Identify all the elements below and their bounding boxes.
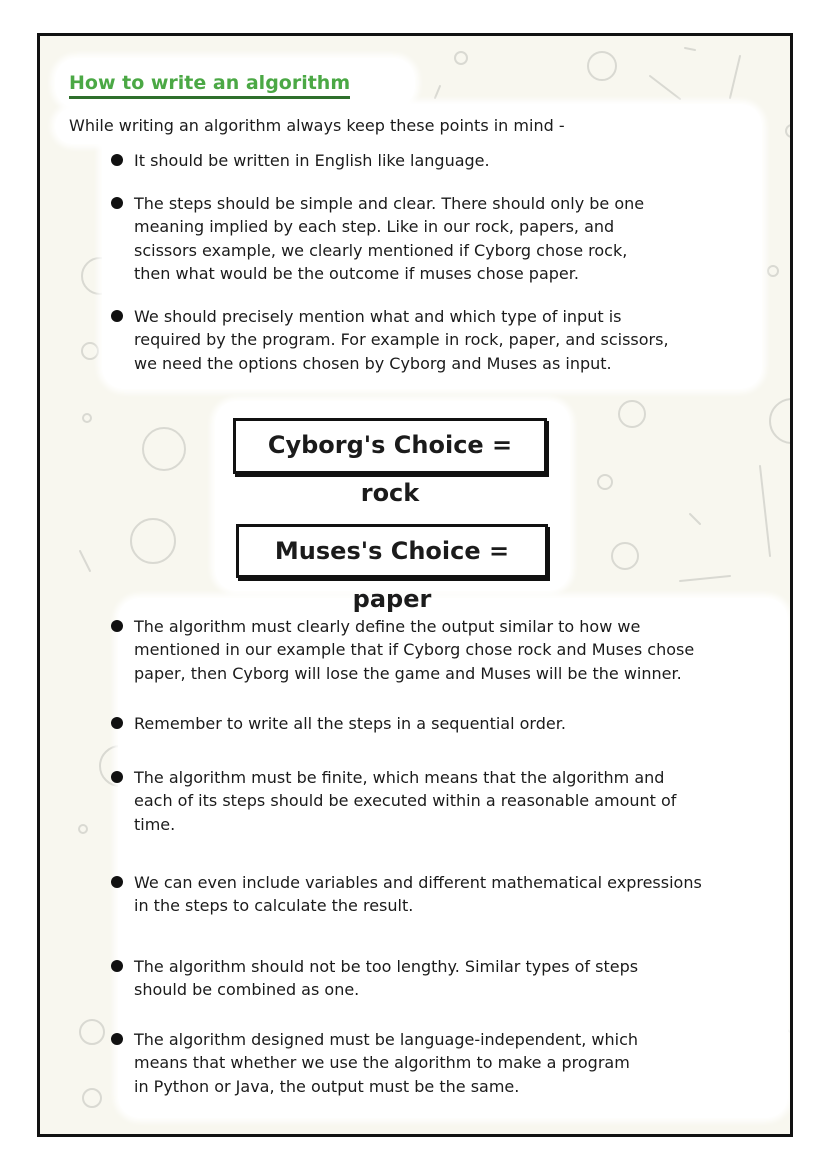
intro-text: While writing an algorithm always keep these points in mind - bbox=[69, 116, 565, 135]
list-item: We should precisely mention what and which type of input is required by the program. For example in rock, paper, and scissors, we need the options chosen by Cyborg and Muses as input. bbox=[110, 305, 669, 375]
list-item: We can even include variables and different mathematical expressions in the steps to calculate the result. bbox=[110, 871, 702, 918]
list-item: The algorithm designed must be language-independent, which means that whether we use the algorithm to make a program in Python or Java, the output must be the same. bbox=[110, 1028, 638, 1098]
muses-choice-box: Muses's Choice = paper bbox=[236, 524, 548, 578]
page-title: How to write an algorithm bbox=[69, 72, 350, 99]
list-item: Remember to write all the steps in a sequential order. bbox=[110, 712, 566, 735]
list-item: The algorithm must be finite, which means that the algorithm and each of its steps should be executed within a reasonable amount of time. bbox=[110, 766, 676, 836]
list-item: The algorithm must clearly define the output similar to how we mentioned in our example that if Cyborg chose rock and Muses chose paper, then Cyborg will lose the game and Muses will be the winner. bbox=[110, 615, 694, 685]
list-item: The algorithm should not be too lengthy. Similar types of steps should be combined as one. bbox=[110, 955, 638, 1002]
list-item: It should be written in English like language. bbox=[110, 149, 490, 172]
cyborg-choice-box: Cyborg's Choice = rock bbox=[233, 418, 547, 474]
list-item: The steps should be simple and clear. There should only be one meaning implied by each step. Like in our rock, papers, and scissors example, we clearly mentioned if Cyborg chose rock, then what would be the outcome if muses chose paper. bbox=[110, 192, 644, 285]
